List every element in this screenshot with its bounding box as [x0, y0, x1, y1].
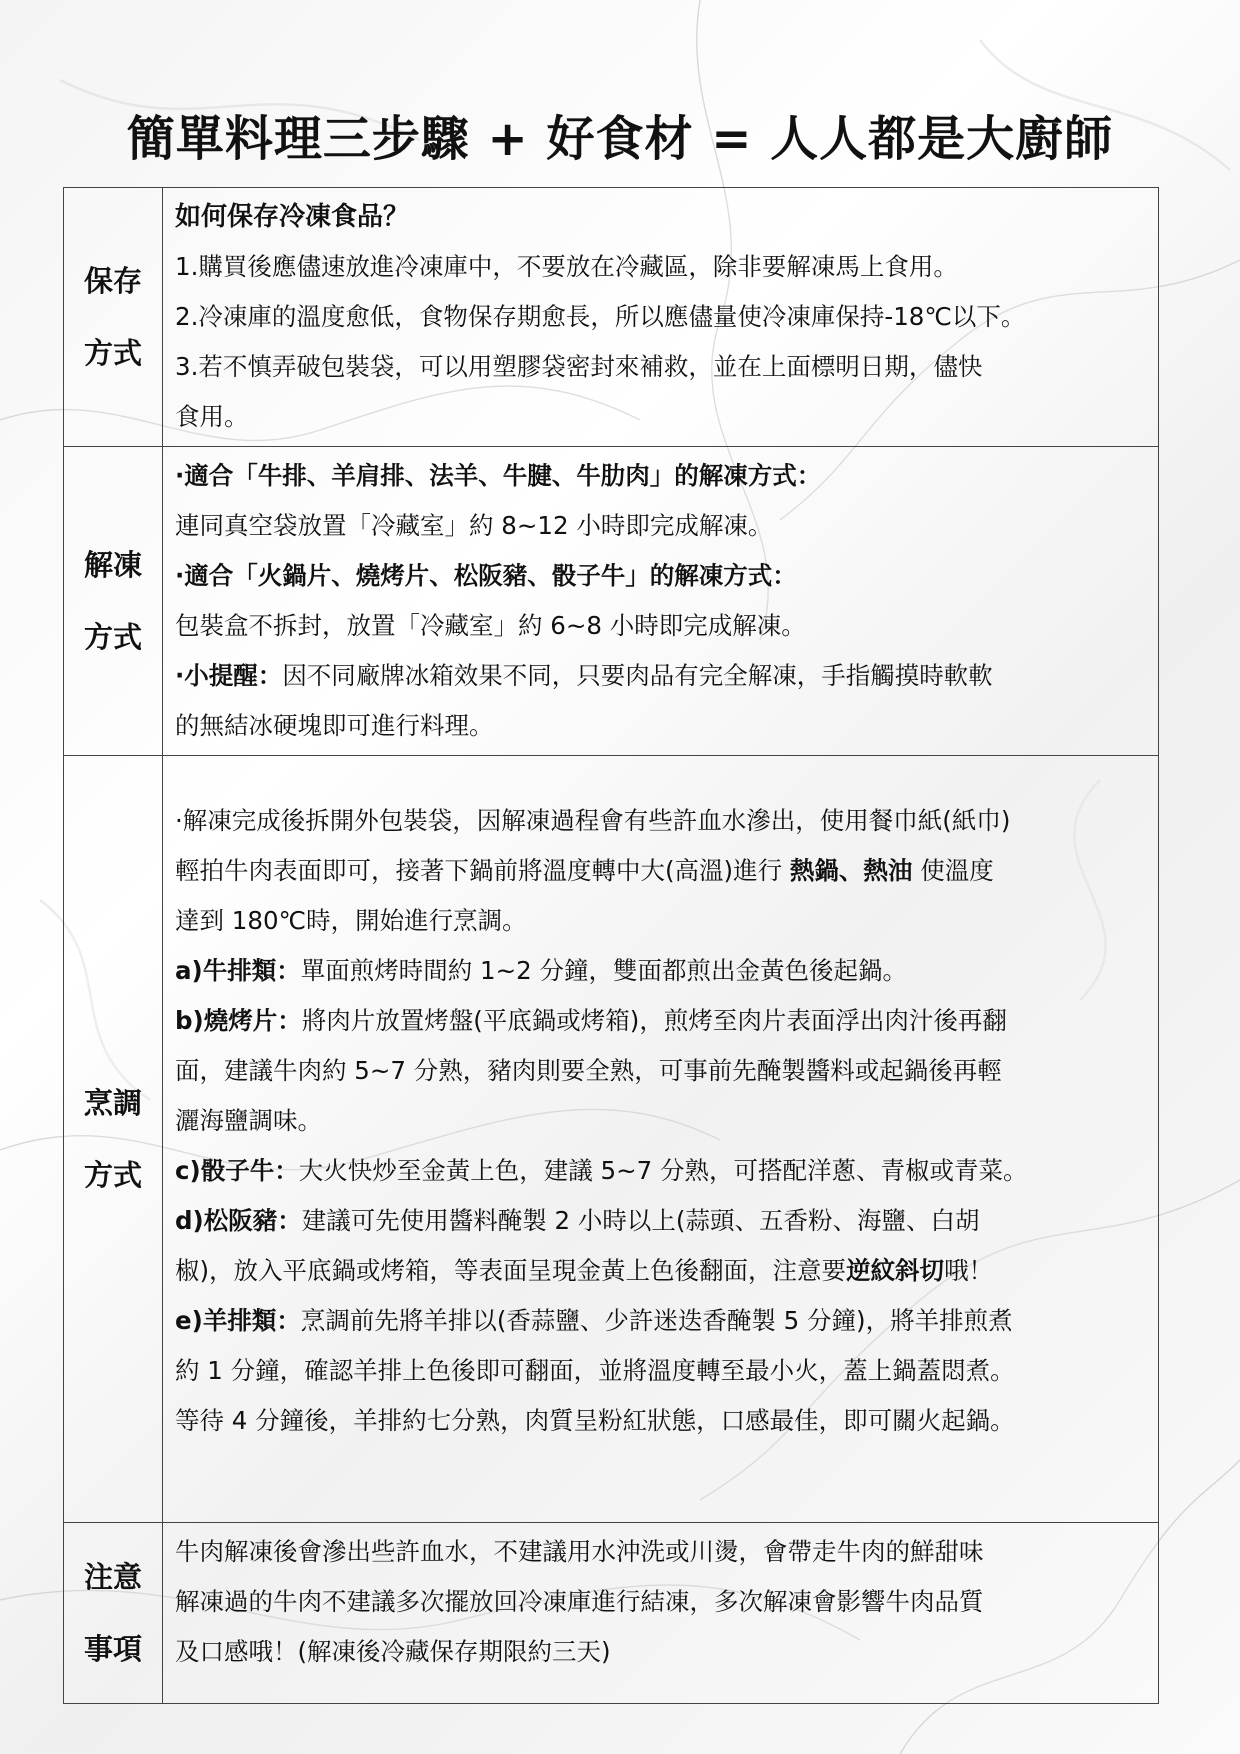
storage-row [64, 188, 1159, 447]
cooking-intro-2 [175, 846, 1152, 896]
storage-content [163, 188, 1159, 447]
cooking-d-2 [175, 1246, 1152, 1296]
storage-line-2: 2.冷凍庫的溫度愈低，食物保存期愈長，所以應儘量使冷凍庫保持-18℃以下。 [175, 302, 1026, 331]
c-label: c)骰子牛： [175, 1156, 299, 1185]
page-title: 簡單料理三步驟 + 好食材 = 人人都是大廚師 [126, 111, 1114, 167]
notes-line-2: 解凍過的牛肉不建議多次擺放回冷凍庫進行結凍，多次解凍會影響牛肉品質 [175, 1587, 984, 1616]
notes-label-line2: 事項 [83, 1632, 142, 1666]
cooking-intro-1: ·解凍完成後拆開外包裝袋，因解凍過程會有些許血水滲出，使用餐巾紙(紙巾) [175, 806, 1011, 835]
d-text-2b-bold: 逆紋斜切 [846, 1256, 945, 1285]
thawing-item2-heading: ·適合「火鍋片、燒烤片、松阪豬、骰子牛」的解凍方式： [175, 561, 797, 590]
e-label: e)羊排類： [175, 1306, 301, 1335]
thawing-row [64, 447, 1159, 756]
thawing-tip-line2: 的無結冰硬塊即可進行料理。 [175, 711, 494, 740]
b-label: b)燒烤片： [175, 1006, 302, 1035]
c-text: 大火快炒至金黃上色，建議 5~7 分熟，可搭配洋蔥、青椒或青菜。 [298, 1156, 1028, 1185]
b-text-1: 將肉片放置烤盤(平底鍋或烤箱)，煎烤至肉片表面浮出肉汁後再翻 [301, 1006, 1007, 1035]
thawing-tip-line1 [175, 651, 1152, 701]
cooking-a [175, 946, 1152, 996]
cooking-e-2: 約 1 分鐘，確認羊排上色後即可翻面，並將溫度轉至最小火，蓋上鍋蓋悶煮。 [175, 1356, 1015, 1385]
thawing-label [64, 447, 163, 756]
notes-line-3: 及口感哦！(解凍後冷藏保存期限約三天) [175, 1637, 611, 1666]
e-text-1: 烹調前先將羊排以(香蒜鹽、少許迷迭香醃製 5 分鐘)，將羊排煎煮 [300, 1306, 1013, 1335]
cooking-b-3: 灑海鹽調味。 [175, 1106, 322, 1135]
thawing-item2-text: 包裝盒不拆封，放置「冷藏室」約 6~8 小時即完成解凍。 [175, 611, 806, 640]
d-text-2c: 哦！ [944, 1256, 994, 1285]
cooking-e-1 [175, 1296, 1152, 1346]
a-text: 單面煎烤時間約 1~2 分鐘，雙面都煎出金黃色後起鍋。 [300, 956, 908, 985]
notes-label-line1: 注意 [83, 1560, 142, 1594]
intro-2b-bold: 熱鍋、熱油 [789, 856, 913, 885]
cooking-e-3: 等待 4 分鐘後，羊排約七分熟，肉質呈粉紅狀態，口感最佳，即可關火起鍋。 [175, 1406, 1015, 1435]
storage-line-3: 3.若不慎弄破包裝袋，可以用塑膠袋密封來補救，並在上面標明日期，儘快 [175, 352, 983, 381]
cooking-b-2: 面，建議牛肉約 5~7 分熟，豬肉則要全熟，可事前先醃製醬料或起鍋後再輕 [175, 1056, 1002, 1085]
storage-label [64, 188, 163, 447]
cooking-d-1 [175, 1196, 1152, 1246]
tip-text-1: 因不同廠牌冰箱效果不同，只要肉品有完全解凍，手指觸摸時軟軟 [282, 661, 993, 690]
cooking-label-line2: 方式 [83, 1158, 142, 1192]
thawing-content [163, 447, 1159, 756]
intro-2a: 輕拍牛肉表面即可，接著下鍋前將溫度轉中大(高溫)進行 [175, 856, 790, 885]
notes-content [163, 1523, 1159, 1704]
notes-line-1: 牛肉解凍後會滲出些許血水，不建議用水沖洗或川燙，會帶走牛肉的鮮甜味 [175, 1537, 984, 1566]
storage-heading: 如何保存冷凍食品？ [175, 202, 410, 232]
cooking-intro-3: 達到 180℃時，開始進行烹調。 [175, 906, 527, 935]
cooking-b-1 [175, 996, 1152, 1046]
d-label: d)松阪豬： [175, 1206, 302, 1235]
cooking-content [163, 756, 1159, 1523]
cooking-row [64, 756, 1159, 1523]
d-text-2a: 椒)，放入平底鍋或烤箱，等表面呈現金黃上色後翻面，注意要 [175, 1256, 847, 1285]
cooking-label-line1: 烹調 [83, 1086, 142, 1120]
storage-label-line2: 方式 [83, 336, 142, 370]
a-label: a)牛排類： [175, 956, 301, 985]
tip-label: ·小提醒： [175, 661, 283, 690]
intro-2c: 使溫度 [912, 856, 994, 885]
notes-row [64, 1523, 1159, 1704]
guide-table [63, 187, 1159, 1704]
thawing-item1-heading: ·適合「牛排、羊肩排、法羊、牛腱、牛肋肉」的解凍方式： [175, 461, 822, 490]
thawing-label-line2: 方式 [83, 620, 142, 654]
storage-line-4: 食用。 [175, 402, 249, 431]
thawing-item1-text: 連同真空袋放置「冷藏室」約 8~12 小時即完成解凍。 [175, 511, 773, 540]
d-text-1: 建議可先使用醬料醃製 2 小時以上(蒜頭、五香粉、海鹽、白胡 [301, 1206, 980, 1235]
notes-label [64, 1523, 163, 1704]
thawing-label-line1: 解凍 [83, 548, 142, 582]
cooking-c [175, 1146, 1152, 1196]
cooking-label [64, 756, 163, 1523]
storage-label-line1: 保存 [83, 264, 142, 298]
storage-line-1: 1.購買後應儘速放進冷凍庫中，不要放在冷藏區，除非要解凍馬上食用。 [175, 252, 958, 281]
